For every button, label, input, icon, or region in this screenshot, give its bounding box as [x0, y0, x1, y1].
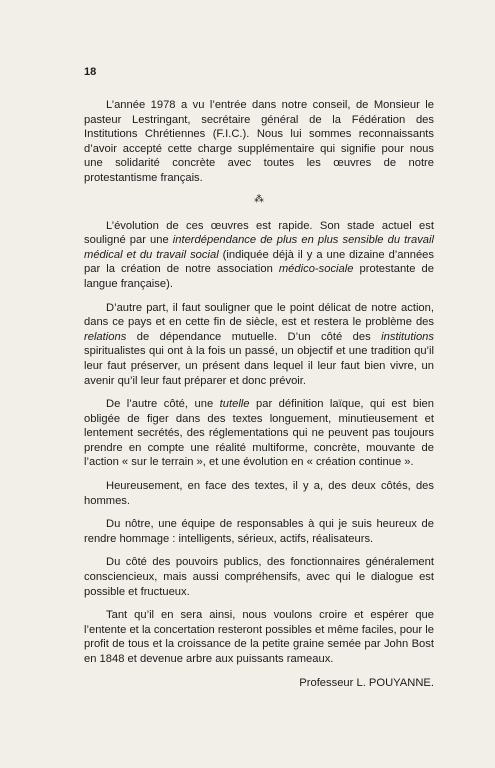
paragraph-3-text-1: D’autre part, il faut souligner que le point délicat de notre action, dans ce pays et en cette fin de siècle, est et restera le problème des — [84, 301, 434, 329]
paragraph-4-text-2: par définition laïque, qui est bien obligée de figer dans des textes longuement, minutieusement et lentement secrétés, des réglementations qui ne peuvent pas toujours prendre en compte une réalité multiforme, concrète, mouvante de l’action « sur le terrain », et une évolution en « création continue ». — [84, 398, 434, 469]
letter-body — [84, 98, 434, 701]
paragraph-4-emphasis-1: tutelle — [219, 398, 250, 411]
paragraph-2-emphasis-2: médico-sociale — [278, 263, 354, 276]
paragraph-3 — [84, 301, 434, 389]
paragraph-3-emphasis-1: relations — [84, 330, 127, 343]
signature: Professeur L. POUYANNE. — [299, 676, 434, 689]
paragraph-6: Du nôtre, une équipe de responsables à qui je suis heureux de rendre hommage : intelligents, sérieux, actifs, réalisateurs. — [84, 518, 434, 545]
paragraph-3-text-3: spiritualistes qui ont à la fois un passé, un objectif et une tradition qu’il leur faut préserver, un présent dans lequel il leur faut bien vivre, un avenir qu’il leur faut préparer et donc prévoir. — [84, 345, 434, 387]
paragraph-3-emphasis-2: institutions — [381, 330, 434, 343]
paragraph-7: Du côté des pouvoirs publics, des fonctionnaires généralement consciencieux, mais aussi compréhensifs, avec qui le dialogue est possible et fructueux. — [84, 556, 434, 598]
paragraph-5: Heureusement, en face des textes, il y a, des deux côtés, des hommes. — [84, 480, 434, 507]
paragraph-3-text-2: de dépendance mutuelle. D’un côté des — [126, 330, 382, 343]
paragraph-2-text-2: (indiquée déjà il y a une dizaine d’années par la création de notre association — [84, 248, 434, 276]
paragraph-4 — [84, 397, 434, 470]
paragraph-4-text-1: De l’autre côté, une — [106, 398, 220, 411]
paragraph-2-text-1: L’évolution de ces œuvres est rapide. Son stade actuel est souligné par une — [84, 219, 434, 247]
asterism-separator: ⁂ — [254, 193, 264, 205]
paragraph-2-text-3: protestante de langue française). — [84, 263, 434, 290]
paragraph-2 — [84, 219, 434, 292]
paragraph-1: L’année 1978 a vu l’entrée dans notre conseil, de Monsieur le pasteur Lestringant, secrétaire général de la Fédération des Institutions Chrétiennes (F.I.C.). Nous lui sommes reconnaissants d’avoir accepté cette charge supplémentaire qui signifie pour nous une solidarité concrète avec toutes les œuvres de notre protestantisme français. — [84, 99, 434, 184]
paragraph-8: Tant qu’il en sera ainsi, nous voulons croire et espérer que l’entente et la concertation resteront possibles et même faciles, pour le profit de tous et la croissance de la petite graine semée par John Bost en 1848 et devenue arbre aux puissants rameaux. — [84, 609, 434, 665]
page-number: 18 — [84, 66, 97, 78]
paragraph-2-emphasis-1: interdépendance de plus en plus sensible du travail médical et du travail social — [84, 234, 434, 261]
